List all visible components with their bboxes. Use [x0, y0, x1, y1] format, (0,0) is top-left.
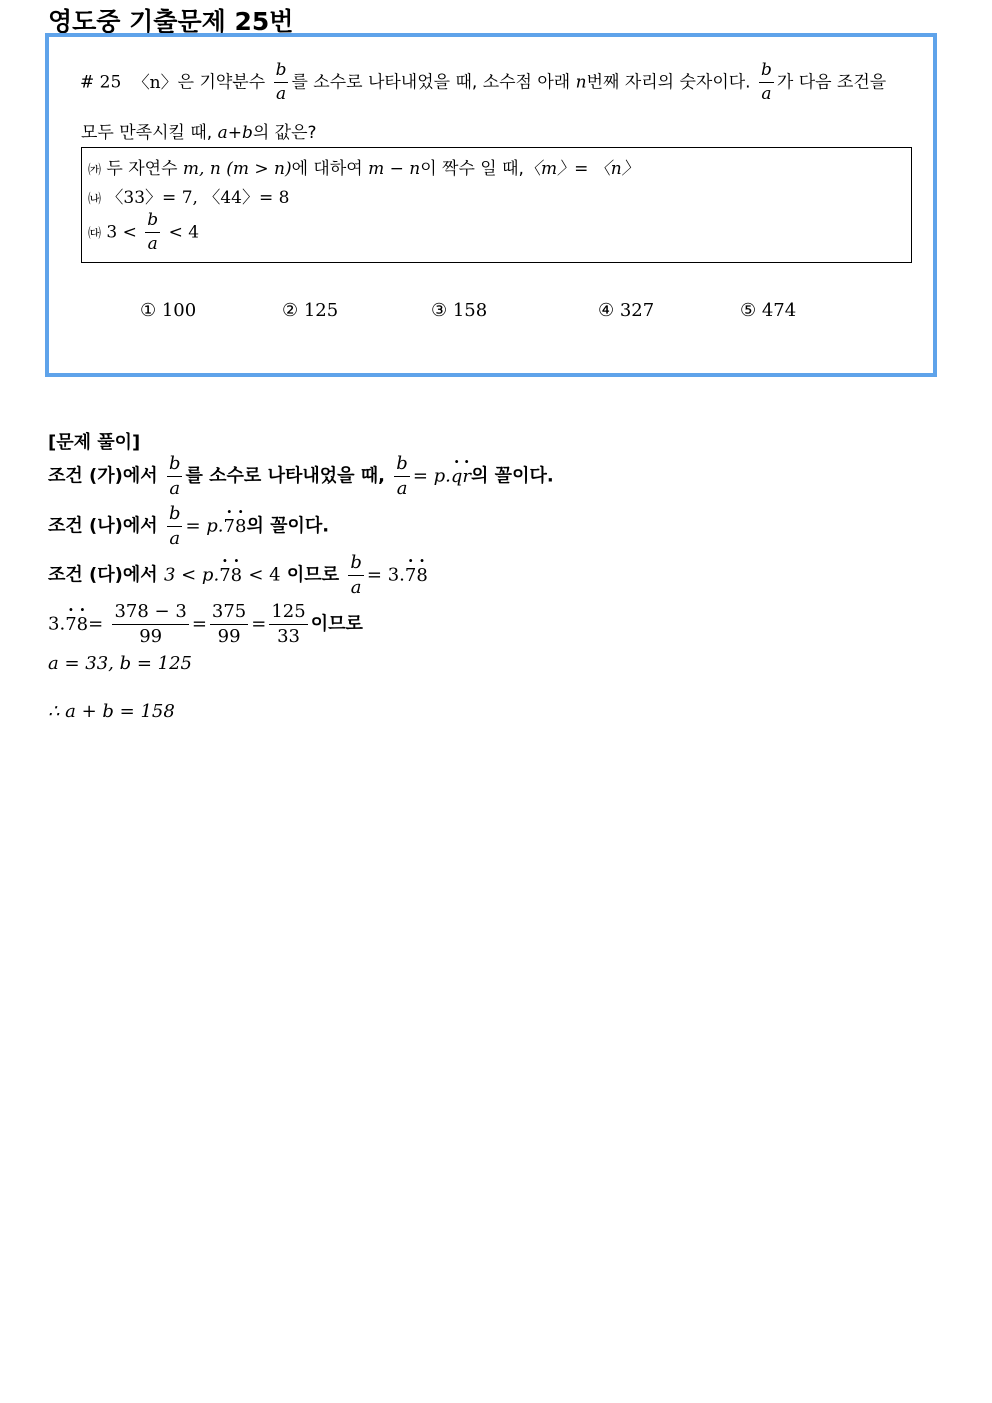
solution-line-1: 조건 (가)에서 $\frac{b}{a}$ 를 소수로 나타내었을 때, $\frac{b}{a}$ = p.· q· r의 꼴이다.: [48, 455, 554, 498]
condition-na: ㈏ 〈33〉= 7, 〈44〉= 8: [88, 188, 290, 208]
problem-line-1: [80, 62, 886, 103]
fraction-375-over-99: $\frac{375}{99}$: [211, 601, 247, 647]
choice-1[interactable]: ① 100: [140, 300, 197, 321]
math-n: n: [575, 72, 587, 93]
solution-line-3: 조건 (다)에서 3 < p.· 7· 8 < 4 이므로 $\frac{b}{a}$ = 3.· 7· 8: [48, 554, 428, 597]
math-a-plus-b: a+b: [217, 123, 253, 143]
choice-3[interactable]: ③ 158: [431, 300, 488, 321]
fraction-b-over-a: $\frac{b}{a}$: [275, 60, 287, 104]
problem-line-2: [81, 118, 317, 143]
problem-text: 의 값은?: [252, 123, 317, 143]
choice-5[interactable]: ⑤ 474: [740, 300, 797, 321]
solution-heading: [문제 풀이]: [48, 432, 141, 453]
fraction-b-over-a: $\frac{b}{a}$: [761, 60, 772, 104]
condition-marker: ㈐: [88, 226, 102, 242]
problem-text: 번째 자리의 숫자이다.: [586, 72, 751, 93]
fraction-b-over-a: $\frac{b}{a}$: [168, 503, 181, 549]
condition-da: ㈐ 3 < $\frac{b}{a}$ < 4: [88, 210, 200, 254]
problem-text: 를 소수로 나타내었을 때, 소수점 아래: [291, 72, 571, 93]
solution-line-5: a = 33, b = 125: [48, 653, 193, 674]
problem-text: 모두 만족시킬 때,: [81, 123, 213, 143]
solution-line-4: 3.· 7· 8= $\frac{378 - 3}{99}$ = $\frac{375}{99}$ = $\frac{125}{33}$ 이므로: [48, 603, 363, 646]
fraction-b-over-a: $\frac{b}{a}$: [396, 453, 408, 499]
problem-text: 은 기약분수: [177, 72, 266, 93]
solution-line-2: 조건 (나)에서 $\frac{b}{a}$ = p.· 7· 8의 꼴이다.: [48, 505, 329, 548]
fraction-b-over-a: $\frac{b}{a}$: [350, 552, 362, 598]
bracket-n: 〈n〉: [132, 72, 178, 93]
page-title: 영도중 기출문제 25번: [48, 7, 294, 36]
condition-marker: ㈏: [88, 192, 102, 207]
choice-4[interactable]: ④ 327: [598, 300, 655, 321]
condition-ga: ㈎ 두 자연수 m, n (m > n)에 대하여 m − n이 짝수 일 때,〈m〉= 〈n〉: [88, 159, 639, 179]
fraction-125-over-33: $\frac{125}{33}$: [271, 601, 306, 647]
condition-marker: ㈎: [88, 163, 102, 178]
fraction-b-over-a: $\frac{b}{a}$: [147, 210, 159, 254]
fraction-378-3-over-99: $\frac{378 - 3}{99}$: [114, 601, 187, 647]
problem-text: 가 다음 조건을: [776, 72, 887, 93]
solution-conclusion: ∴ a + b = 158: [48, 701, 175, 722]
choice-2[interactable]: ② 125: [282, 300, 339, 321]
problem-number: # 25: [80, 72, 122, 93]
fraction-b-over-a: $\frac{b}{a}$: [168, 453, 181, 499]
